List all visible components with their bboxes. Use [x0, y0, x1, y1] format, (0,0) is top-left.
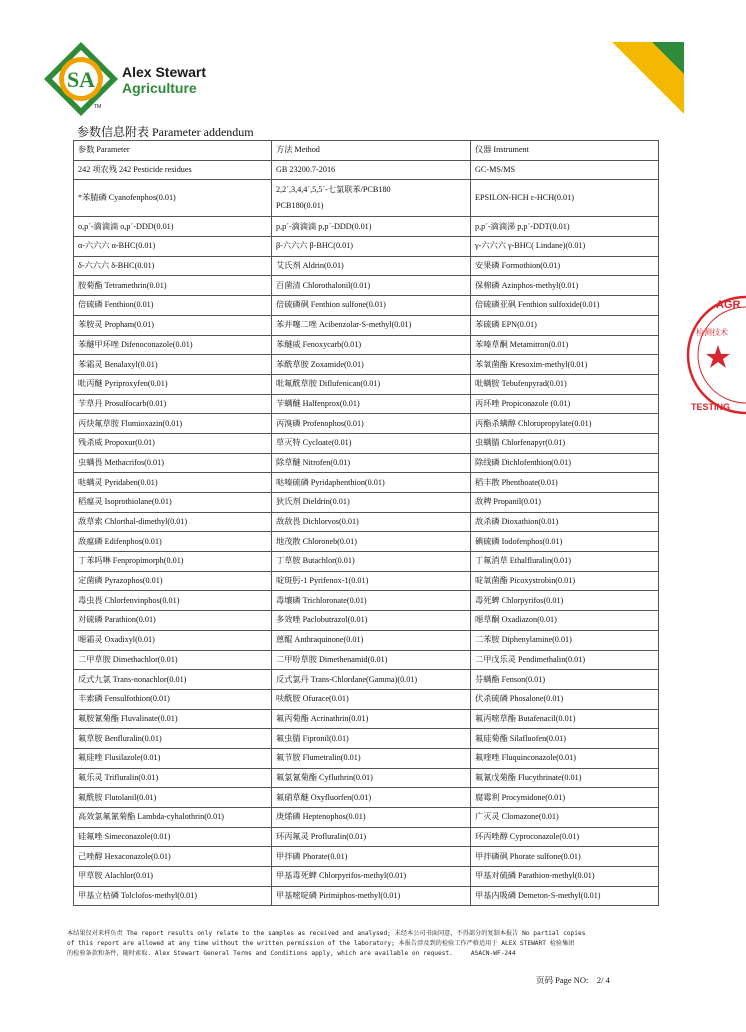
parameter-table	[73, 140, 659, 906]
header-parameter: 参数 Parameter	[74, 141, 272, 161]
table-cell: 氟硅唑 Flusilazole(0.01)	[74, 748, 272, 768]
table-cell: 草灭特 Cycloate(0.01)	[272, 433, 471, 453]
table-row	[74, 886, 659, 906]
page-label: 页码 Page NO:	[536, 975, 589, 985]
table-row	[74, 847, 659, 867]
table-cell: 氟胺氰菊酯 Fluvalinate(0.01)	[74, 709, 272, 729]
table-cell: 丁草胺 Butachlor(0.01)	[272, 552, 471, 572]
table-cell: p,p´-滴滴涕 p,p´-DDT(0.01)	[471, 217, 659, 237]
table-cell: 氟草胺 Benfluralin(0.01)	[74, 729, 272, 749]
table-cell: 环丙唑醇 Cyproconazole(0.01)	[471, 827, 659, 847]
table-cell: 氟乐灵 Trifluralin(0.01)	[74, 768, 272, 788]
table-cell: 除线磷 Dichlofenthion(0.01)	[471, 453, 659, 473]
trademark-mark: TM	[94, 104, 102, 110]
report-footer	[67, 929, 659, 959]
table-cell: 环丙氟灵 Profluralin(0.01)	[272, 827, 471, 847]
table-cell: 稻丰散 Phenthoate(0.01)	[471, 473, 659, 493]
table-cell: 倍硫磷亚砜 Fenthion sulfoxide(0.01)	[471, 296, 659, 316]
table-row	[74, 256, 659, 276]
table-row	[74, 276, 659, 296]
table-cell: 242 项农残 242 Pesticide residues	[74, 160, 272, 180]
table-cell	[272, 180, 471, 217]
table-cell: 苯醚甲环唑 Difenoconazole(0.01)	[74, 335, 272, 355]
stamp-bottom-text: TESTING	[691, 402, 731, 412]
method-line: PCB180(0.01)	[276, 201, 324, 211]
table-cell: δ-六六六 δ-BHC(0.01)	[74, 256, 272, 276]
table-cell: GC-MS/MS	[471, 160, 659, 180]
table-row	[74, 867, 659, 887]
table-cell: 苯氧菌酯 Kresoxim-methyl(0.01)	[471, 355, 659, 375]
table-row	[74, 670, 659, 690]
inspection-stamp	[686, 290, 746, 420]
table-cell: 苯并噻二唑 Acibenzolar-S-methyl(0.01)	[272, 315, 471, 335]
table-row	[74, 591, 659, 611]
table-cell: 哒嗪硫磷 Pyridaphenthion(0.01)	[272, 473, 471, 493]
table-cell: 毒死蜱 Chlorpyrifos(0.01)	[471, 591, 659, 611]
table-cell: 毒虫畏 Chlorfenvinphos(0.01)	[74, 591, 272, 611]
footer-line	[67, 949, 659, 959]
table-cell: 苯嗪草酮 Metamitron(0.01)	[471, 335, 659, 355]
table-cell: 稻瘟灵 Isoprothiolane(0.01)	[74, 493, 272, 513]
table-cell: 残杀威 Propoxur(0.01)	[74, 433, 272, 453]
table-cell: 反式九氯 Trans-nonachlor(0.01)	[74, 670, 272, 690]
table-row	[74, 160, 659, 180]
table-cell: 吡丙醚 Pyriproxyfen(0.01)	[74, 374, 272, 394]
table-cell: 氟丙菊酯 Acrinathrin(0.01)	[272, 709, 471, 729]
table-row	[74, 473, 659, 493]
table-cell: 敌敌畏 Dichlorvos(0.01)	[272, 512, 471, 532]
table-cell: 甲基毒死蜱 Chlorpyrifos-methyl(0.01)	[272, 867, 471, 887]
table-row	[74, 571, 659, 591]
logo-division-name: Agriculture	[122, 80, 197, 96]
table-cell: 敌瘟磷 Edifenphos(0.01)	[74, 532, 272, 552]
table-cell: 氟硝草醚 Oxyfluorfen(0.01)	[272, 788, 471, 808]
table-cell: 丙溴磷 Profenophos(0.01)	[272, 414, 471, 434]
table-cell: 丁苯吗啉 Fenpropimorph(0.01)	[74, 552, 272, 572]
table-cell: 丙环唑 Propiconazole (0.01)	[471, 394, 659, 414]
table-row	[74, 630, 659, 650]
logo-mark-icon	[42, 40, 120, 118]
table-cell: 胺菊酯 Tetramethrin(0.01)	[74, 276, 272, 296]
table-cell: 苄螨醚 Halfenprox(0.01)	[272, 394, 471, 414]
table-row	[74, 827, 659, 847]
table-cell: 哒螨灵 Pyridaben(0.01)	[74, 473, 272, 493]
table-cell: 二甲吩草胺 Dimethenamid(0.01)	[272, 650, 471, 670]
footer-line: of this report are allowed at any time without the written permission of the laboratory; 本报告涉及到的检验工作严格适用于 ALEX STEWART 检验集团	[67, 940, 575, 947]
table-cell: 甲拌磷 Phorate(0.01)	[272, 847, 471, 867]
svg-text:SA: SA	[66, 67, 96, 92]
table-cell: 吡氟酰草胺 Diflufenican(0.01)	[272, 374, 471, 394]
table-row	[74, 374, 659, 394]
form-code: ASACN-WF-244	[470, 950, 516, 957]
table-row	[74, 414, 659, 434]
table-row	[74, 394, 659, 414]
table-cell: 氟丙嘧草酯 Butafenacil(0.01)	[471, 709, 659, 729]
table-row	[74, 808, 659, 828]
table-cell: 苯酰草胺 Zoxamide(0.01)	[272, 355, 471, 375]
logo-company-name: Alex Stewart	[122, 64, 207, 80]
table-cell: 甲基嘧啶磷 Pirimiphos-methyl(0.01)	[272, 886, 471, 906]
table-cell: 多效唑 Paclobutrazol(0.01)	[272, 611, 471, 631]
table-row	[74, 552, 659, 572]
table-cell: 艾氏剂 Aldrin(0.01)	[272, 256, 471, 276]
table-cell: 腐霉利 Procymidone(0.01)	[471, 788, 659, 808]
table-cell: 丰索磷 Fensulfothion(0.01)	[74, 689, 272, 709]
table-cell: 氟虫腈 Fipronil(0.01)	[272, 729, 471, 749]
table-cell: 苯醚威 Fenoxycarb(0.01)	[272, 335, 471, 355]
table-row	[74, 768, 659, 788]
table-cell: 保棉磷 Azinphos-methyl(0.01)	[471, 276, 659, 296]
table-cell: 安果磷 Formothion(0.01)	[471, 256, 659, 276]
table-cell: 甲拌磷砜 Phorate sulfone(0.01)	[471, 847, 659, 867]
footer-line: 本结果仅对来样负责 The report results only relate to the samples as received and analysed; 未经本公司书面同意，不得部分的复制本报告 No partial copies	[67, 930, 586, 937]
table-row	[74, 788, 659, 808]
table-cell: 对硫磷 Parathion(0.01)	[74, 611, 272, 631]
table-cell: 蒽醌 Anthraquinone(0.01)	[272, 630, 471, 650]
table-cell: 狄氏剂 Dieldrin(0.01)	[272, 493, 471, 513]
table-cell: 甲基内吸磷 Demeton-S-methyl(0.01)	[471, 886, 659, 906]
table-cell: 丙炔氟草胺 Flumioxazin(0.01)	[74, 414, 272, 434]
table-cell: 甲基对硫磷 Parathion-methyl(0.01)	[471, 867, 659, 887]
table-cell: 二甲草胺 Dimethachlor(0.01)	[74, 650, 272, 670]
table-cell: 丁氟消草 Ethalfluralin(0.01)	[471, 552, 659, 572]
table-row	[74, 689, 659, 709]
table-cell: 己唑醇 Hexaconazole(0.01)	[74, 847, 272, 867]
table-cell: β-六六六 β-BHC(0.01)	[272, 237, 471, 257]
table-cell: 丙酯杀螨醇 Chloropropylate(0.01)	[471, 414, 659, 434]
table-cell: 高效氯氟氰菊酯 Lambda-cyhalothrin(0.01)	[74, 808, 272, 828]
table-cell: γ-六六六 γ-BHC( Lindane)(0.01)	[471, 237, 659, 257]
table-cell: 氟节胺 Flumetralin(0.01)	[272, 748, 471, 768]
table-row	[74, 748, 659, 768]
table-cell: 广灭灵 Clomazone(0.01)	[471, 808, 659, 828]
table-cell: 吡螨胺 Tebufenpyrad(0.01)	[471, 374, 659, 394]
table-row	[74, 512, 659, 532]
table-cell: 敌稗 Propanil(0.01)	[471, 493, 659, 513]
page-heading: 参数信息附表 Parameter addendum	[77, 125, 254, 139]
table-row	[74, 493, 659, 513]
table-cell: α-六六六 α-BHC(0.01)	[74, 237, 272, 257]
table-cell: 甲基立枯磷 Tolclofos-methyl(0.01)	[74, 886, 272, 906]
table-row	[74, 315, 659, 335]
table-cell: EPSILON-HCH ε-HCH(0.01)	[471, 180, 659, 217]
table-cell: GB 23200.7-2016	[272, 160, 471, 180]
method-line: 2,2´,3,4,4´,5,5´-七氯联苯/PCB180	[276, 185, 391, 195]
table-cell: 苯胺灵 Propham(0.01)	[74, 315, 272, 335]
stamp-cn-text: 检测技术	[696, 328, 728, 337]
header-instrument: 仪器 Instrument	[471, 141, 659, 161]
header-method: 方法 Method	[272, 141, 471, 161]
table-cell: 反式氯丹 Trans-Chlordane(Gamma)(0.01)	[272, 670, 471, 690]
table-cell: 碘硫磷 Iodofenphos(0.01)	[471, 532, 659, 552]
table-cell: 二甲戊乐灵 Pendimethalin(0.01)	[471, 650, 659, 670]
table-cell: 硅氟唑 Simeconazole(0.01)	[74, 827, 272, 847]
table-cell: 伏杀硫磷 Phosalone(0.01)	[471, 689, 659, 709]
table-cell: 氟氰戊菊酯 Flucythrinate(0.01)	[471, 768, 659, 788]
table-cell: 呋酰胺 Ofurace(0.01)	[272, 689, 471, 709]
page-number	[536, 974, 610, 986]
table-header-row	[74, 141, 659, 161]
table-cell: 噁草酮 Oxadiazon(0.01)	[471, 611, 659, 631]
table-row	[74, 532, 659, 552]
table-cell: 芬螨酯 Fenson(0.01)	[471, 670, 659, 690]
table-row	[74, 729, 659, 749]
table-cell: 氟氯氰菊酯 Cyfluthrin(0.01)	[272, 768, 471, 788]
table-cell: 苯硫磷 EPN(0.01)	[471, 315, 659, 335]
table-cell: 氟喹唑 Fluquinconazole(0.01)	[471, 748, 659, 768]
table-cell: 敌草索 Chlorthal-dimethyl(0.01)	[74, 512, 272, 532]
table-cell: 庚烯磷 Heptenophos(0.01)	[272, 808, 471, 828]
table-row	[74, 650, 659, 670]
table-cell: 甲草胺 Alachlor(0.01)	[74, 867, 272, 887]
footer-line-text: 的检验条款和条件，随时索取. Alex Stewart General Terms and Conditions apply, which are available on request.	[67, 950, 453, 957]
table-cell: 除草醚 Nitrofen(0.01)	[272, 453, 471, 473]
table-cell: p,p´-滴滴滴 p,p´-DDD(0.01)	[272, 217, 471, 237]
table-cell: 啶氧菌酯 Picoxystrobin(0.01)	[471, 571, 659, 591]
table-row	[74, 237, 659, 257]
table-cell: 二苯胺 Diphenylamine(0.01)	[471, 630, 659, 650]
table-cell: 倍硫磷砜 Fenthion sulfone(0.01)	[272, 296, 471, 316]
corner-triangle-graphic	[612, 42, 684, 114]
table-cell: *苯腈磷 Cyanofenphos(0.01)	[74, 180, 272, 217]
table-row	[74, 611, 659, 631]
table-cell: 地茂散 Chloroneb(0.01)	[272, 532, 471, 552]
table-row	[74, 453, 659, 473]
table-row	[74, 335, 659, 355]
table-row	[74, 296, 659, 316]
table-cell: 百菌清 Chlorothalonil(0.01)	[272, 276, 471, 296]
table-cell: 苄草丹 Prosulfocarb(0.01)	[74, 394, 272, 414]
stamp-top-text: AGR	[716, 299, 741, 311]
table-cell: 噁霜灵 Oxadixyl(0.01)	[74, 630, 272, 650]
table-cell: 虫螨腈 Chlorfenapyr(0.01)	[471, 433, 659, 453]
table-cell: 氟酰胺 Flutolanil(0.01)	[74, 788, 272, 808]
table-row	[74, 709, 659, 729]
table-row	[74, 217, 659, 237]
table-row	[74, 355, 659, 375]
table-cell: 苯霜灵 Benalaxyl(0.01)	[74, 355, 272, 375]
page-value: 2/ 4	[596, 975, 610, 985]
table-cell: 啶斑肟-1 Pyrifenox-1(0.01)	[272, 571, 471, 591]
table-cell: 虫螨畏 Methacrifos(0.01)	[74, 453, 272, 473]
table-cell: 定菌磷 Pyrazophos(0.01)	[74, 571, 272, 591]
table-cell: 毒壤磷 Trichloronate(0.01)	[272, 591, 471, 611]
company-logo	[42, 40, 242, 120]
table-row	[74, 433, 659, 453]
table-row	[74, 180, 659, 217]
table-cell: o,p´-滴滴滴 o,p´-DDD(0.01)	[74, 217, 272, 237]
table-cell: 氟硅菊酯 Silafluofen(0.01)	[471, 729, 659, 749]
table-cell: 敌杀磷 Dioxathion(0.01)	[471, 512, 659, 532]
table-cell: 倍硫磷 Fenthion(0.01)	[74, 296, 272, 316]
